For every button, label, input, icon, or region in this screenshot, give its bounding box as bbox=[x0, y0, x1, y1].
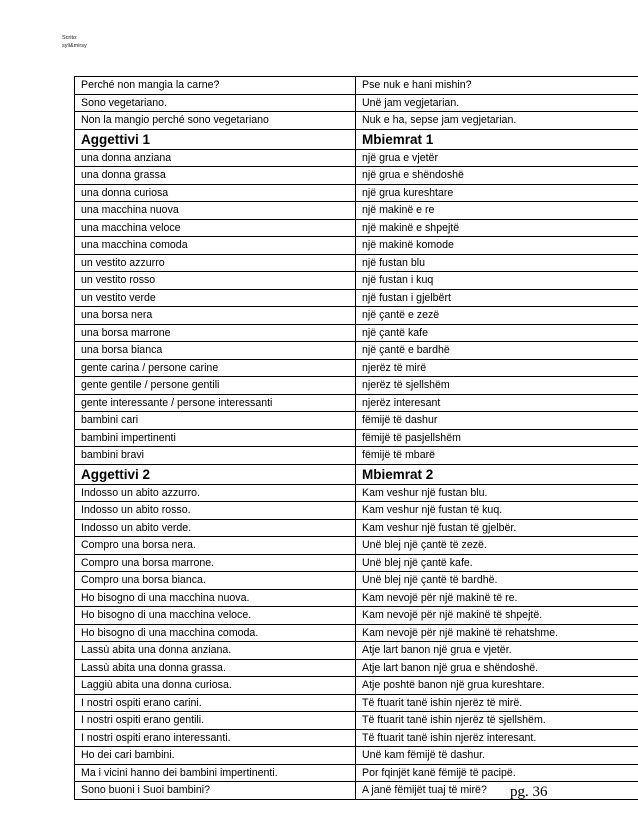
albanian-cell: Unë blej një çantë të zezë. bbox=[356, 537, 638, 555]
albanian-cell: Të ftuarit tanë ishin njerëz interesant. bbox=[356, 729, 638, 747]
table-row bbox=[75, 77, 638, 95]
table-row bbox=[75, 394, 638, 412]
italian-cell: una borsa nera bbox=[75, 307, 356, 325]
albanian-cell: A janë fëmijët tuaj të mirë? bbox=[356, 782, 638, 800]
table-row bbox=[75, 624, 638, 642]
italian-cell: gente interessante / persone interessanti bbox=[75, 394, 356, 412]
section-heading-row bbox=[75, 464, 638, 484]
albanian-cell: Nuk e ha, sepse jam vegjetarian. bbox=[356, 112, 638, 130]
albanian-cell: njerëz interesant bbox=[356, 394, 638, 412]
albanian-cell: Kam nevojë për një makinë të shpejtë. bbox=[356, 607, 638, 625]
table-row bbox=[75, 94, 638, 112]
table-row bbox=[75, 554, 638, 572]
albanian-cell: Kam veshur një fustan blu. bbox=[356, 484, 638, 502]
italian-cell: gente carina / persone carine bbox=[75, 359, 356, 377]
italian-cell: Ho bisogno di una macchina veloce. bbox=[75, 607, 356, 625]
header-line-2: syli&mirsy bbox=[62, 43, 87, 49]
albanian-cell: Kam nevojë për një makinë të re. bbox=[356, 589, 638, 607]
table-row bbox=[75, 519, 638, 537]
table-row bbox=[75, 324, 638, 342]
table-row bbox=[75, 694, 638, 712]
table-row bbox=[75, 307, 638, 325]
table-row bbox=[75, 342, 638, 360]
table-row bbox=[75, 764, 638, 782]
table-row bbox=[75, 219, 638, 237]
italian-cell: una macchina veloce bbox=[75, 219, 356, 237]
albanian-cell: Pse nuk e hani mishin? bbox=[356, 77, 638, 95]
table-row bbox=[75, 782, 638, 800]
albanian-cell: një çantë e zezë bbox=[356, 307, 638, 325]
albanian-cell: Kam veshur një fustan të gjelbër. bbox=[356, 519, 638, 537]
table-row bbox=[75, 237, 638, 255]
section-heading-row bbox=[75, 129, 638, 149]
italian-cell: I nostri ospiti erano carini. bbox=[75, 694, 356, 712]
albanian-cell: Të ftuarit tanë ishin njerëz të sjellshëm. bbox=[356, 712, 638, 730]
section-heading-italian: Aggettivi 2 bbox=[75, 464, 356, 484]
italian-cell: una donna curiosa bbox=[75, 184, 356, 202]
table-row bbox=[75, 254, 638, 272]
table-row bbox=[75, 642, 638, 660]
italian-cell: Compro una borsa nera. bbox=[75, 537, 356, 555]
table-row bbox=[75, 149, 638, 167]
table-row bbox=[75, 429, 638, 447]
albanian-cell: një grua kureshtare bbox=[356, 184, 638, 202]
albanian-cell: një fustan i gjelbërt bbox=[356, 289, 638, 307]
albanian-cell: Kam nevojë për një makinë të rehatshme. bbox=[356, 624, 638, 642]
section-heading-albanian: Mbiemrat 1 bbox=[356, 129, 638, 149]
table-row bbox=[75, 729, 638, 747]
italian-cell: Ma i vicini hanno dei bambini impertinenti. bbox=[75, 764, 356, 782]
italian-cell: bambini impertinenti bbox=[75, 429, 356, 447]
italian-cell: un vestito rosso bbox=[75, 272, 356, 290]
table-row bbox=[75, 167, 638, 185]
albanian-cell: një fustan blu bbox=[356, 254, 638, 272]
albanian-cell: fëmijë të dashur bbox=[356, 412, 638, 430]
table-row bbox=[75, 359, 638, 377]
albanian-cell: njerëz të sjellshëm bbox=[356, 377, 638, 395]
italian-cell: Indosso un abito verde. bbox=[75, 519, 356, 537]
table-row bbox=[75, 112, 638, 130]
albanian-cell: një makinë e re bbox=[356, 202, 638, 220]
italian-cell: Lassù abita una donna anziana. bbox=[75, 642, 356, 660]
italian-cell: una donna grassa bbox=[75, 167, 356, 185]
page-number: pg. 36 bbox=[510, 784, 548, 800]
italian-cell: una macchina comoda bbox=[75, 237, 356, 255]
italian-cell: Indosso un abito azzurro. bbox=[75, 484, 356, 502]
italian-cell: un vestito verde bbox=[75, 289, 356, 307]
table-row bbox=[75, 289, 638, 307]
table-row bbox=[75, 202, 638, 220]
italian-cell: Ho dei cari bambini. bbox=[75, 747, 356, 765]
italian-cell: I nostri ospiti erano gentili. bbox=[75, 712, 356, 730]
vocabulary-table-body bbox=[75, 77, 638, 800]
italian-cell: Perché non mangia la carne? bbox=[75, 77, 356, 95]
italian-cell: una macchina nuova bbox=[75, 202, 356, 220]
table-row bbox=[75, 607, 638, 625]
italian-cell: bambini bravi bbox=[75, 447, 356, 465]
albanian-cell: Por fqinjët kanë fëmijë të pacipë. bbox=[356, 764, 638, 782]
albanian-cell: Të ftuarit tanë ishin njerëz të mirë. bbox=[356, 694, 638, 712]
albanian-cell: Unë kam fëmijë të dashur. bbox=[356, 747, 638, 765]
italian-cell: una borsa bianca bbox=[75, 342, 356, 360]
italian-cell: Sono vegetariano. bbox=[75, 94, 356, 112]
section-heading-italian: Aggettivi 1 bbox=[75, 129, 356, 149]
albanian-cell: Unë blej një çantë të bardhë. bbox=[356, 572, 638, 590]
italian-cell: Ho bisogno di una macchina nuova. bbox=[75, 589, 356, 607]
albanian-cell: Unë blej një çantë kafe. bbox=[356, 554, 638, 572]
albanian-cell: Atje lart banon një grua e shëndoshë. bbox=[356, 659, 638, 677]
table-row bbox=[75, 184, 638, 202]
italian-cell: un vestito azzurro bbox=[75, 254, 356, 272]
table-row bbox=[75, 747, 638, 765]
albanian-cell: Atje poshtë banon një grua kureshtare. bbox=[356, 677, 638, 695]
header-line-1: Scrito: bbox=[62, 35, 78, 41]
table-row bbox=[75, 377, 638, 395]
italian-cell: Non la mangio perché sono vegetariano bbox=[75, 112, 356, 130]
albanian-cell: një makinë komode bbox=[356, 237, 638, 255]
table-row bbox=[75, 484, 638, 502]
albanian-cell: fëmijë të pasjellshëm bbox=[356, 429, 638, 447]
table-row bbox=[75, 502, 638, 520]
albanian-cell: Unë jam vegjetarian. bbox=[356, 94, 638, 112]
albanian-cell: një fustan i kuq bbox=[356, 272, 638, 290]
vocabulary-table bbox=[74, 76, 638, 800]
table-row bbox=[75, 272, 638, 290]
section-heading-albanian: Mbiemrat 2 bbox=[356, 464, 638, 484]
albanian-cell: një çantë kafe bbox=[356, 324, 638, 342]
table-row bbox=[75, 712, 638, 730]
italian-cell: Lassù abita una donna grassa. bbox=[75, 659, 356, 677]
table-row bbox=[75, 572, 638, 590]
italian-cell: bambini cari bbox=[75, 412, 356, 430]
albanian-cell: njerëz të mirë bbox=[356, 359, 638, 377]
italian-cell: Compro una borsa bianca. bbox=[75, 572, 356, 590]
albanian-cell: një grua e shëndoshë bbox=[356, 167, 638, 185]
italian-cell: Indosso un abito rosso. bbox=[75, 502, 356, 520]
albanian-cell: një makinë e shpejtë bbox=[356, 219, 638, 237]
table-row bbox=[75, 447, 638, 465]
italian-cell: Compro una borsa marrone. bbox=[75, 554, 356, 572]
albanian-cell: fëmijë të mbarë bbox=[356, 447, 638, 465]
table-row bbox=[75, 677, 638, 695]
albanian-cell: një grua e vjetër bbox=[356, 149, 638, 167]
table-row bbox=[75, 412, 638, 430]
table-row bbox=[75, 537, 638, 555]
table-row bbox=[75, 659, 638, 677]
italian-cell: I nostri ospiti erano interessanti. bbox=[75, 729, 356, 747]
table-row bbox=[75, 589, 638, 607]
italian-cell: Ho bisogno di una macchina comoda. bbox=[75, 624, 356, 642]
italian-cell: gente gentile / persone gentili bbox=[75, 377, 356, 395]
italian-cell: Sono buoni i Suoi bambini? bbox=[75, 782, 356, 800]
italian-cell: Laggiù abita una donna curiosa. bbox=[75, 677, 356, 695]
albanian-cell: Kam veshur një fustan të kuq. bbox=[356, 502, 638, 520]
albanian-cell: një çantë e bardhë bbox=[356, 342, 638, 360]
italian-cell: una donna anziana bbox=[75, 149, 356, 167]
albanian-cell: Atje lart banon një grua e vjetër. bbox=[356, 642, 638, 660]
document-header bbox=[62, 34, 87, 50]
italian-cell: una borsa marrone bbox=[75, 324, 356, 342]
